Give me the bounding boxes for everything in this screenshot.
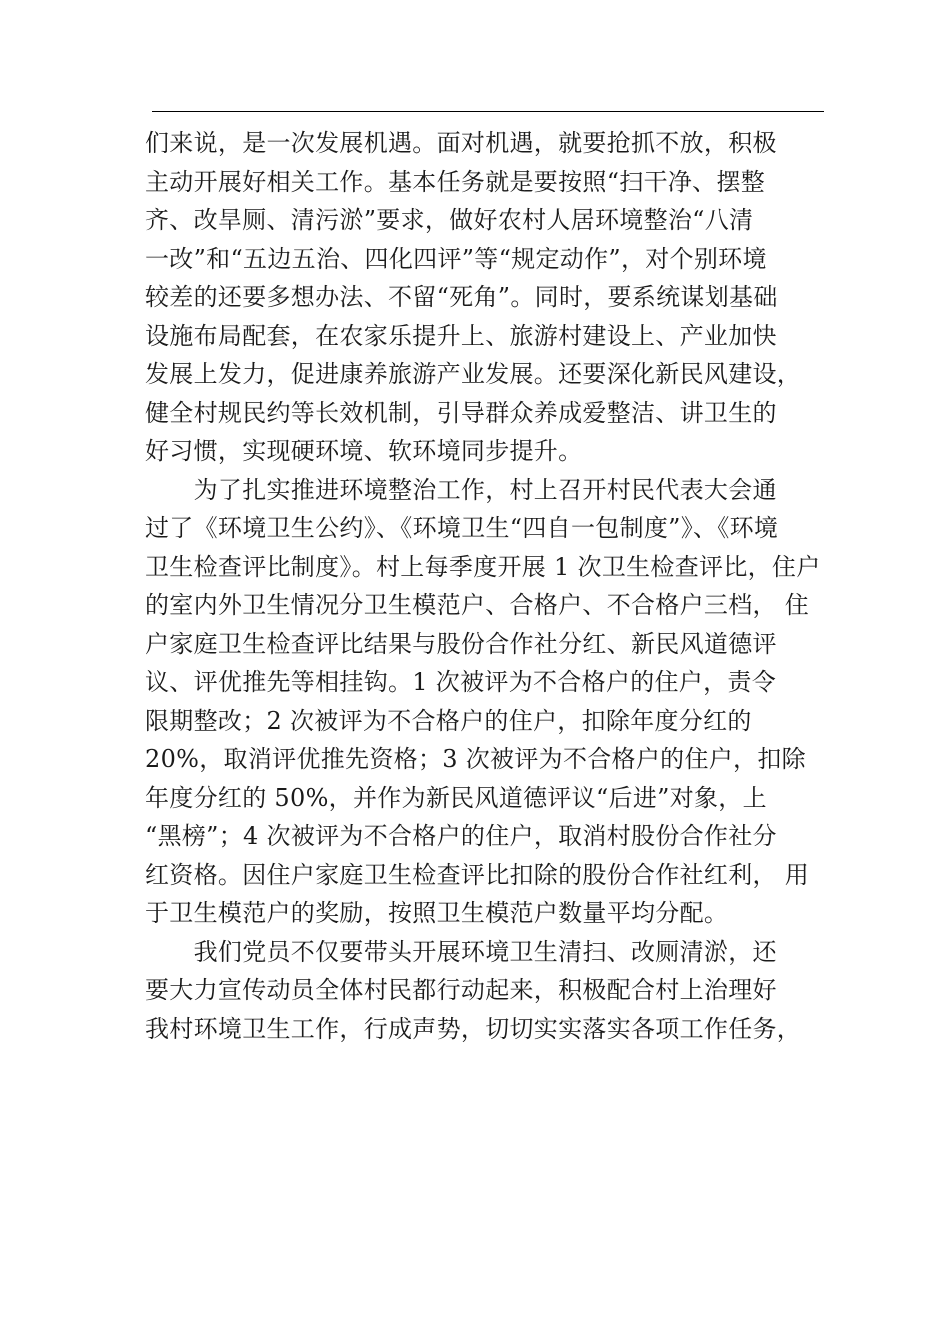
text-line: 红资格。因住户家庭卫生检查评比扣除的股份合作社红利， 用 [145, 860, 810, 889]
text-line: 较差的还要多想办法、不留“死角”。同时，要系统谋划基础 [145, 283, 778, 311]
text-line: 年度分红的 50%，并作为新民风道德评议“后进”对象，上 [145, 783, 767, 812]
document-body [145, 124, 821, 1048]
text-line: 限期整改；2 次被评为不合格户的住户，扣除年度分红的 [145, 706, 752, 735]
text-line: 主动开展好相关工作。基本任务就是要按照“扫干净、摆整 [145, 167, 766, 196]
text-line: 议、评优推先等相挂钩。1 次被评为不合格户的住户，责令 [145, 668, 776, 696]
text-line: 齐、改旱厕、清污淤”要求，做好农村人居环境整治“八清 [145, 206, 754, 234]
text-line: 过了《环境卫生公约》、《环境卫生“四自一包制度”》、《环境 [145, 514, 779, 542]
header-rule [152, 111, 824, 112]
text-line: 设施布局配套，在农家乐提升上、旅游村建设上、产业加快 [145, 321, 777, 350]
text-line: 健全村规民约等长效机制，引导群众养成爱整洁、讲卫生的 [145, 398, 777, 427]
text-line: 好习惯，实现硬环境、软环境同步提升。 [145, 437, 583, 465]
text-line: 的室内外卫生情况分卫生模范户、合格户、不合格户三档， 住 [145, 591, 810, 619]
text-line: “黑榜”；4 次被评为不合格户的住户，取消村股份合作社分 [145, 822, 777, 850]
text-line: 一改”和“五边五治、四化四评”等“规定动作”，对个别环境 [145, 244, 767, 273]
text-line: 卫生检查评比制度》。村上每季度开展 1 次卫生检查评比，住户 [145, 552, 821, 581]
text-line: 我们党员不仅要带头开展环境卫生清扫、改厕清淤，还 [145, 937, 777, 966]
text-line: 于卫生模范户的奖励，按照卫生模范户数量平均分配。 [145, 899, 729, 927]
text-line: 发展上发力，促进康养旅游产业发展。还要深化新民风建设， [145, 360, 802, 388]
text-line: 户家庭卫生检查评比结果与股份合作社分红、新民风道德评 [145, 629, 777, 658]
text-line: 为了扎实推进环境整治工作，村上召开村民代表大会通 [145, 475, 777, 504]
text-line: 要大力宣传动员全体村民都行动起来，积极配合村上治理好 [145, 976, 777, 1004]
text-line: 我村环境卫生工作，行成声势，切切实实落实各项工作任务， [145, 1014, 802, 1043]
text-line: 20%，取消评优推先资格；3 次被评为不合格户的住户，扣除 [145, 745, 806, 773]
text-line: 们来说，是一次发展机遇。面对机遇，就要抢抓不放，积极 [145, 129, 777, 157]
